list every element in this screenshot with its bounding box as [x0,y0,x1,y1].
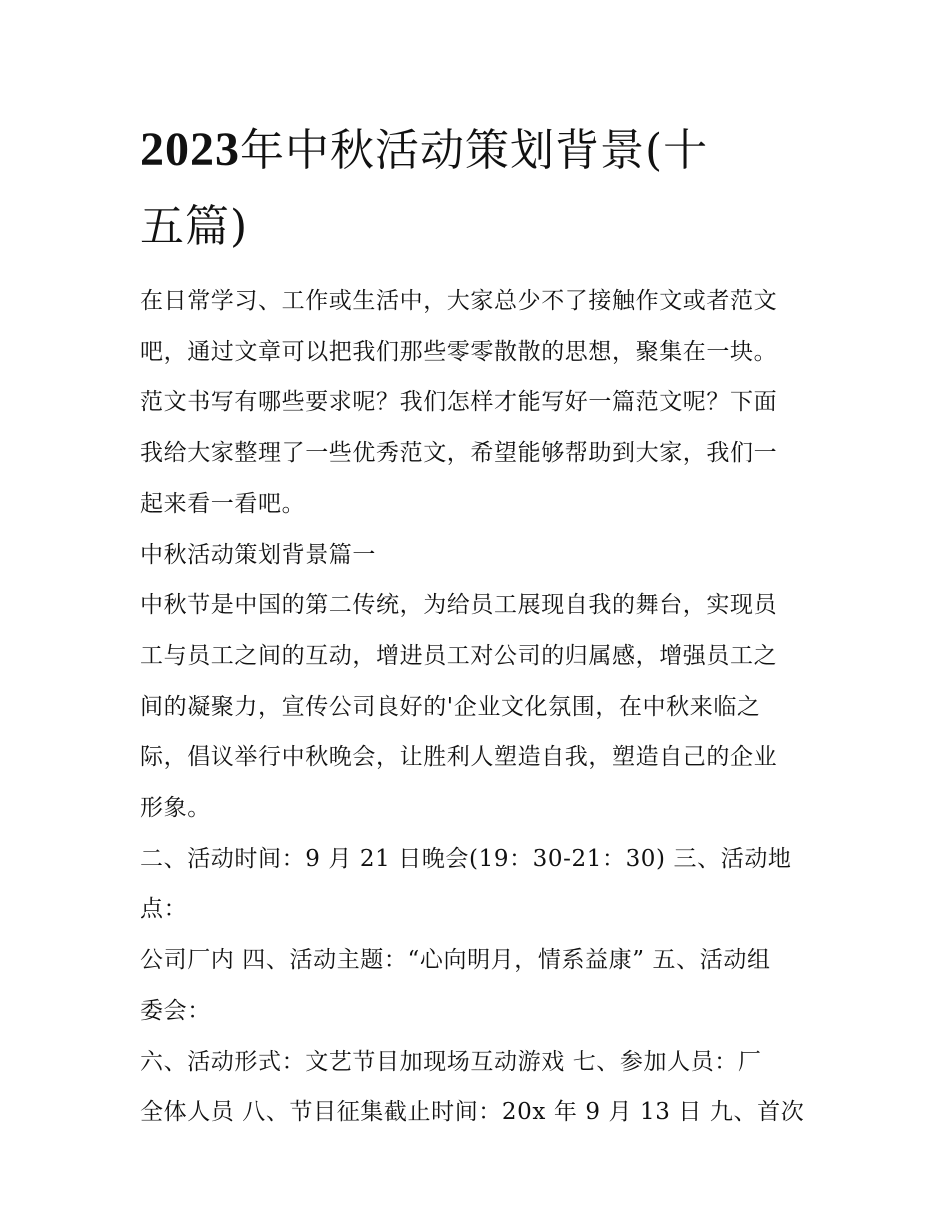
document-title [140,112,820,265]
format-paragraph: 六、活动形式：文艺节目加现场互动游戏 七、参加人员：厂 全体人员 八、节目征集截止时间：20x 年 9 月 13 日 九、首次 [140,1048,805,1126]
title-text: 年中秋活动策划背景(十 五篇) [140,125,709,252]
schedule-paragraph: 二、活动时间：9 月 21 日晚会(19：30-21：30) 三、活动地点： 公司厂内 四、活动主题：“心向明月，情系益康” 五、活动组 委会： [140,845,792,1024]
intro-paragraph: 在日常学习、工作或生活中，大家总少不了接触作文或者范文 吧，通过文章可以把我们那些零零散散的思想，聚集在一块。 范文书写有哪些要求呢？我们怎样才能写好一篇范文呢？下面 我给大家整理了一些优秀范文，希望能够帮助到大家，我们一 起来看一看吧。 [140,288,778,517]
background-paragraph: 中秋节是中国的第二传统，为给员工展现自我的舞台，实现员 工与员工之间的互动，增进员工对公司的归属感，增强员工之 间的凝聚力，宣传公司良好的'企业文化氛围，在中秋来临之 际，倡议举行中秋晚会，让胜利人塑造自我，塑造自己的企业 形象。 [140,592,778,822]
section-heading: 中秋活动策划背景篇一 [140,541,376,568]
title-year: 2023 [140,123,240,176]
document-body [140,276,812,1138]
